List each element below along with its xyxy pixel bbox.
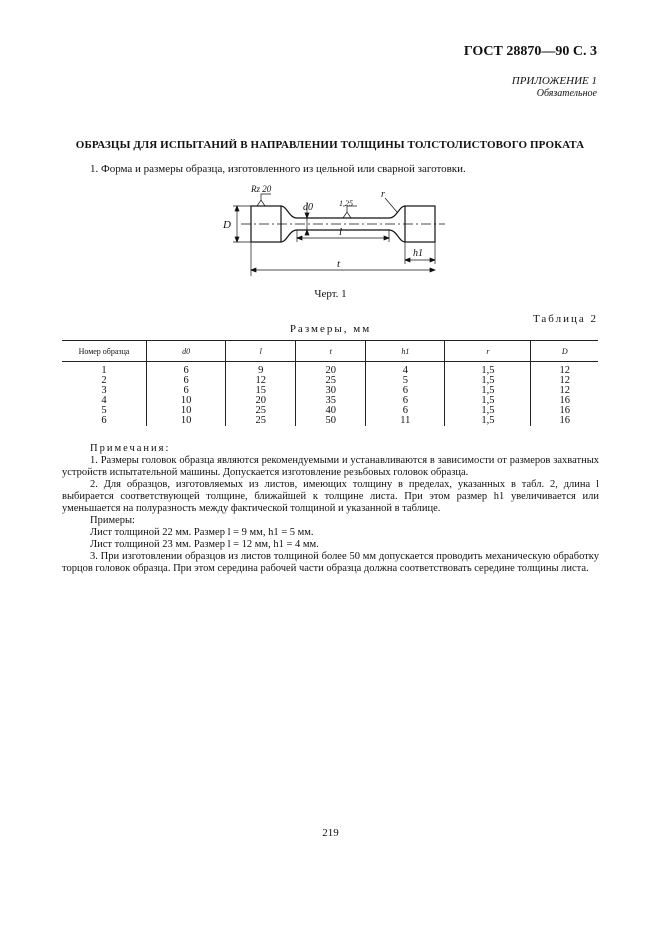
table-cell: 6 — [101, 415, 107, 426]
note-3: 3. При изготовлении образцов из листов толщиной более 50 мм допускается проводить механическую обработку торцов головок образца. При этом середина рабочей части образца должна соответствовать середине толщины листа. — [62, 551, 599, 574]
table-cell: 10 — [147, 406, 226, 416]
section-title: ОБРАЗЦЫ ДЛЯ ИСПЫТАНИЙ В НАПРАВЛЕНИИ ТОЛЩИНЫ ТОЛСТОЛИСТОВОГО ПРОКАТА — [75, 139, 585, 151]
col-header-number: Номер образца — [62, 341, 147, 362]
table-cell: 1,5 — [445, 376, 531, 386]
table-cell: 1,5 — [445, 416, 531, 426]
col-header-D: D — [531, 341, 598, 362]
page-number: 219 — [322, 827, 339, 839]
table-cell: 15 — [226, 386, 296, 396]
table-cell: 5 — [101, 405, 107, 416]
table-subtitle: Размеры, мм — [289, 323, 372, 335]
table-cell: 12 — [531, 376, 598, 386]
specimen-drawing — [215, 180, 445, 280]
table-cell: 25 — [226, 416, 296, 426]
col-header-r: r — [445, 341, 531, 362]
table-cell: 4 — [366, 362, 445, 377]
table-label: Таблица 2 — [532, 313, 598, 325]
note-1: 1. Размеры головок образца являются рекомендуемыми и устанавливаются в зависимости от размеров захватных устройств испытательной машины. Допускается изготовление резьбовых головок образца. — [62, 455, 599, 478]
notes-section — [62, 443, 599, 575]
table-cell: 1,5 — [445, 362, 531, 377]
d0-label: d0 — [303, 202, 313, 213]
r-label: r — [381, 189, 385, 200]
table-cell: 6 — [366, 386, 445, 396]
ratio-label: 1,25 — [339, 199, 353, 208]
examples-heading: Примеры: — [90, 515, 135, 526]
table-cell: 25 — [296, 376, 366, 386]
table-cell: 20 — [226, 396, 296, 406]
table-cell: 12 — [531, 386, 598, 396]
table-cell: 40 — [296, 406, 366, 416]
table-cell: 16 — [531, 396, 598, 406]
col-header-t: t — [296, 341, 366, 362]
notes-heading: Примечания: — [90, 443, 171, 454]
col-header-d0: d0 — [147, 341, 226, 362]
table-cell: 11 — [366, 416, 445, 426]
table-cell: 1,5 — [445, 406, 531, 416]
table-cell: 6 — [147, 362, 226, 377]
table-cell: 30 — [296, 386, 366, 396]
table-cell: 4 — [101, 395, 107, 406]
t-label: t — [337, 258, 341, 270]
figure-caption: Черт. 1 — [314, 288, 347, 300]
appendix-label: ПРИЛОЖЕНИЕ 1 — [511, 75, 597, 87]
table-cell: 10 — [147, 396, 226, 406]
table-cell: 25 — [226, 406, 296, 416]
roughness-label: Rz 20 — [251, 184, 272, 194]
example-1: Лист толщиной 22 мм. Размер l = 9 мм, h1 = 5 мм. — [90, 527, 314, 538]
table-cell: 3 — [101, 385, 107, 396]
table-row — [62, 362, 598, 377]
col-header-h1: h1 — [366, 341, 445, 362]
table-cell: 2 — [101, 375, 107, 386]
table-cell: 6 — [366, 396, 445, 406]
table-cell: 35 — [296, 396, 366, 406]
note-2: 2. Для образцов, изготовляемых из листов, имеющих толщину в пределах, указанных в табл. 2, длина l выбирается соответствующей толщине, ближайшей к толщине листа. При этом размер h1 увеличивается или уменьшается на полуразность между фактической толщиной и указанной в таблице. — [62, 479, 599, 514]
r-leader — [385, 198, 397, 212]
h1-label: h1 — [413, 248, 423, 259]
table-cell: 12 — [226, 376, 296, 386]
roughness-symbol — [257, 194, 271, 206]
table-cell: 20 — [296, 362, 366, 377]
table-cell: 5 — [366, 376, 445, 386]
table-cell: 16 — [531, 406, 598, 416]
D-label: D — [223, 219, 231, 231]
col-header-l: l — [226, 341, 296, 362]
table-cell: 9 — [226, 362, 296, 377]
dimensions-table — [62, 340, 598, 426]
table-cell: 6 — [366, 406, 445, 416]
standard-header: ГОСТ 28870—90 С. 3 — [463, 44, 597, 59]
table-cell: 10 — [147, 416, 226, 426]
table-cell: 1 — [101, 365, 107, 376]
table-cell: 1,5 — [445, 396, 531, 406]
table-row — [62, 416, 598, 426]
paragraph-1: 1. Форма и размеры образца, изготовленного из цельной или сварной заготовки. — [90, 163, 466, 175]
l-label: l — [339, 226, 343, 238]
table-cell: 6 — [147, 376, 226, 386]
table-cell: 16 — [531, 416, 598, 426]
table-cell: 12 — [531, 362, 598, 377]
table-cell: 6 — [147, 386, 226, 396]
table-cell: 50 — [296, 416, 366, 426]
table-cell: 1,5 — [445, 386, 531, 396]
lower-profile — [281, 230, 405, 242]
appendix-status: Обязательное — [536, 88, 597, 99]
example-2: Лист толщиной 23 мм. Размер l = 12 мм, h1 = 4 мм. — [90, 539, 319, 550]
